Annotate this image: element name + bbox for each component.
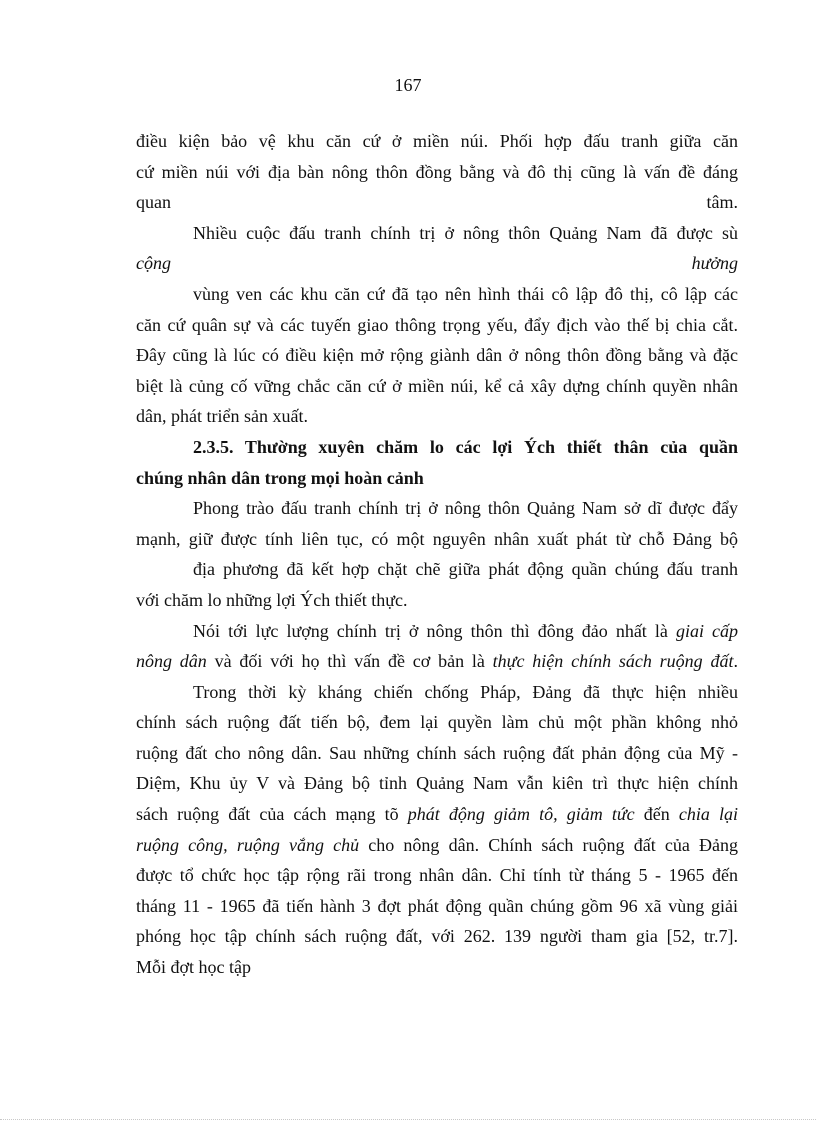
section-heading: chúng nhân dân trong mọi hoàn cảnh: [136, 467, 424, 488]
text-fragment: sách ruộng đất của cách mạng tõ: [136, 804, 408, 825]
text-fragment: quan: [136, 192, 171, 213]
page-number: 167: [394, 75, 422, 95]
text-line: cứ miền núi với địa bàn nông thôn đồng bằng và đô thị cũng là vấn đề đáng: [136, 161, 738, 182]
text-fragment: phát động giảm tô, giảm tức: [407, 804, 635, 825]
text-fragment: đến: [634, 804, 679, 825]
text-line: Nhiều cuộc đấu tranh chính trị ở nông thôn Quảng Nam đã được sù: [193, 222, 738, 243]
text-fragment: thực hiện chính sách ruộng đất: [492, 651, 734, 672]
text-fragment: chia lại: [678, 804, 739, 825]
text-line: phóng học tập chính sách ruộng đất, với 262. 139 người tham gia [52, tr.7].: [136, 926, 738, 947]
text-fragment: nông dân: [136, 651, 207, 672]
text-line: [136, 646, 738, 677]
text-line: địa phương đã kết hợp chặt chẽ giữa phát động quần chúng đấu tranh: [193, 559, 738, 580]
text-line: Đây cũng là lúc có điều kiện mở rộng giành dân ở nông thôn đồng bằng và đặc: [136, 345, 738, 366]
text-line: dân, phát triển sản xuất.: [136, 406, 308, 427]
text-fragment: và đối với họ thì vấn đề cơ bản là: [206, 651, 493, 672]
text-fragment: giai cấp: [675, 620, 738, 641]
text-line: [136, 248, 738, 279]
page-bottom-divider: [0, 1119, 816, 1120]
text-line: [136, 830, 738, 861]
text-line: với chăm lo những lợi Ých thiết thực.: [136, 589, 408, 610]
text-line: ruộng đất cho nông dân. Sau những chính sách ruộng đất phản động của Mỹ -: [136, 742, 738, 763]
text-fragment: ruộng công, ruộng vắng chủ: [136, 834, 360, 855]
text-fragment: Nói tới lực lượng chính trị ở nông thôn thì đông đảo nhất là: [193, 620, 676, 641]
text-line: được tổ chức học tập rộng rãi trong nhân dân. Chỉ tính từ tháng 5 - 1965 đến: [136, 865, 738, 886]
text-line: Trong thời kỳ kháng chiến chống Pháp, Đảng đã thực hiện nhiều: [193, 681, 738, 702]
text-line: mạnh, giữ được tính liên tục, có một nguyên nhân xuất phát từ chỗ Đảng bộ: [136, 528, 738, 549]
text-line: [136, 616, 738, 647]
text-line: [136, 187, 738, 218]
section-heading: 2.3.5. Thường xuyên chăm lo các lợi Ých thiết thân của quần: [193, 436, 738, 457]
text-fragment: .: [733, 651, 738, 672]
text-line: Phong trào đấu tranh chính trị ở nông thôn Quảng Nam sở dĩ được đẩy: [193, 498, 738, 519]
text-line: chính sách ruộng đất tiến bộ, đem lại quyền làm chủ một phần không nhỏ: [136, 712, 738, 733]
text-fragment: cho nông dân. Chính sách ruộng đất của Đảng: [359, 834, 738, 855]
text-line: điều kiện bảo vệ khu căn cứ ở miền núi. Phối hợp đấu tranh giữa căn: [136, 131, 738, 151]
text-fragment: tâm.: [706, 192, 738, 213]
text-line: vùng ven các khu căn cứ đã tạo nên hình thái cô lập đô thị, cô lập các: [193, 283, 738, 304]
text-line: Mỗi đợt học tập: [136, 957, 252, 978]
text-line: biệt là củng cố vững chắc căn cứ ở miền núi, kể cả xây dựng chính quyền nhân: [136, 375, 738, 396]
text-line: căn cứ quân sự và các tuyến giao thông trọng yếu, đẩy địch vào thế bị chia cắt.: [136, 314, 738, 335]
text-line: Diệm, Khu ủy V và Đảng bộ tỉnh Quảng Nam vẫn kiên trì thực hiện chính: [136, 773, 738, 794]
document-body: [136, 126, 738, 983]
text-fragment: cộng: [136, 253, 171, 274]
text-line: [136, 799, 738, 830]
text-fragment: hưởng: [691, 253, 738, 274]
text-line: tháng 11 - 1965 đã tiến hành 3 đợt phát động quần chúng gồm 96 xã vùng giải: [136, 895, 738, 916]
